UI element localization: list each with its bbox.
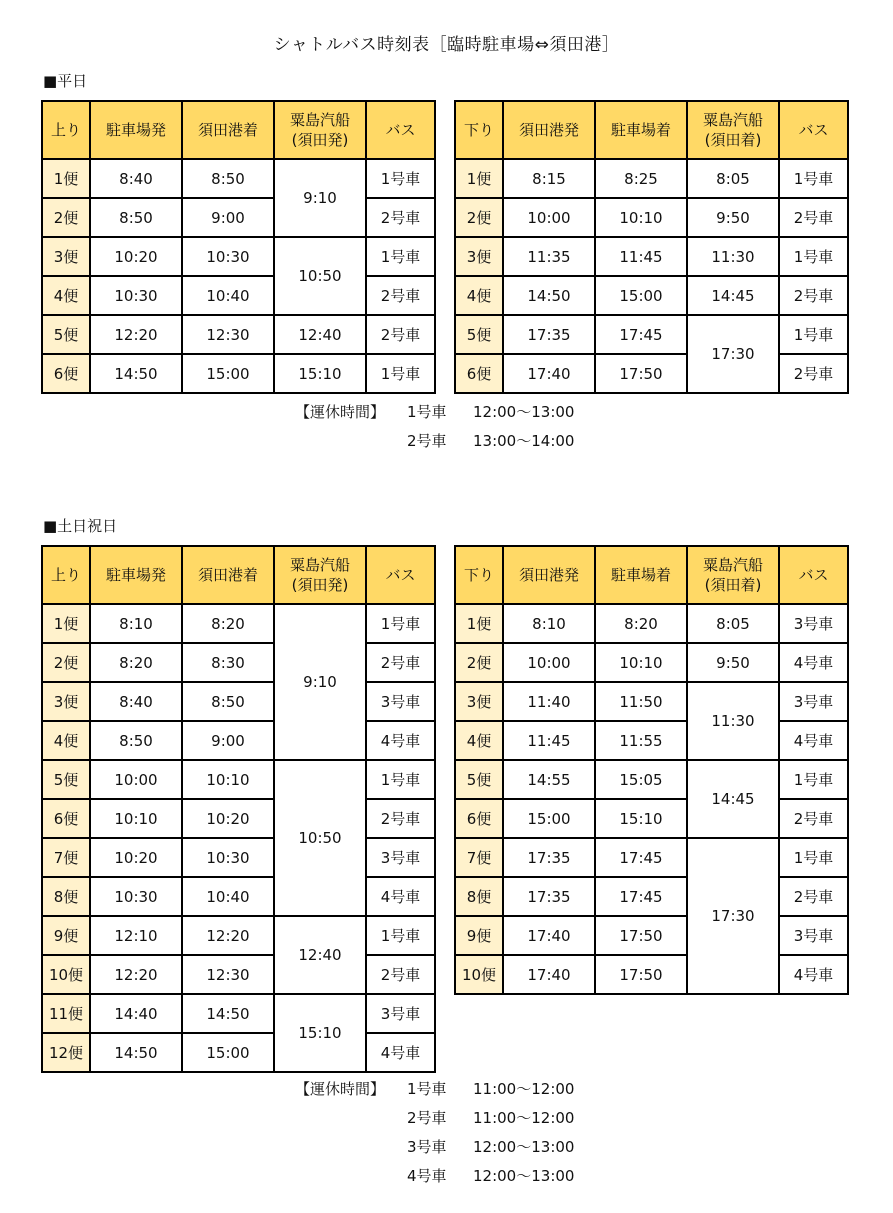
depart-cell: 10:10 — [90, 799, 182, 838]
arrive-cell: 10:10 — [182, 760, 274, 799]
rest-label: 【運休時間】 — [295, 1080, 386, 1098]
rest-car: 3号車 — [407, 1138, 447, 1156]
arrive-cell: 10:10 — [595, 643, 687, 682]
depart-cell: 17:40 — [503, 354, 595, 393]
depart-cell: 10:20 — [90, 237, 182, 276]
bin-cell: 1便 — [42, 604, 90, 643]
bin-cell: 8便 — [455, 877, 503, 916]
bin-cell: 7便 — [42, 838, 90, 877]
depart-cell: 8:50 — [90, 721, 182, 760]
depart-cell: 14:50 — [90, 354, 182, 393]
bus-cell: 2号車 — [779, 877, 848, 916]
bus-cell: 1号車 — [366, 354, 435, 393]
bus-cell: 2号車 — [366, 643, 435, 682]
bin-cell: 2便 — [455, 198, 503, 237]
arrive-cell: 8:20 — [182, 604, 274, 643]
bin-cell: 2便 — [42, 643, 90, 682]
depart-cell: 8:40 — [90, 159, 182, 198]
header-ferry: 粟島汽船 (須田着) — [687, 546, 779, 604]
header-depart: 駐車場発 — [90, 101, 182, 159]
holiday-section-label: ■土日祝日 — [43, 517, 118, 535]
arrive-cell: 17:50 — [595, 955, 687, 994]
ferry-cell: 9:10 — [274, 159, 366, 237]
rest-time: 12:00～13:00 — [473, 1138, 575, 1156]
ferry-cell: 11:30 — [687, 682, 779, 760]
arrive-cell: 10:20 — [182, 799, 274, 838]
page-title: シャトルバス時刻表［臨時駐車場⇔須田港］ — [273, 35, 620, 55]
arrive-cell: 9:00 — [182, 721, 274, 760]
depart-cell: 10:00 — [503, 643, 595, 682]
depart-cell: 11:40 — [503, 682, 595, 721]
depart-cell: 8:50 — [90, 198, 182, 237]
bus-cell: 3号車 — [366, 994, 435, 1033]
depart-cell: 12:10 — [90, 916, 182, 955]
bin-cell: 4便 — [42, 276, 90, 315]
ferry-cell: 15:10 — [274, 354, 366, 393]
bin-cell: 5便 — [455, 315, 503, 354]
bus-cell: 2号車 — [779, 198, 848, 237]
bus-cell: 1号車 — [366, 159, 435, 198]
rest-time: 11:00～12:00 — [473, 1109, 575, 1127]
weekday-section-label: ■平日 — [43, 72, 88, 90]
bus-cell: 3号車 — [779, 682, 848, 721]
arrive-cell: 8:50 — [182, 159, 274, 198]
depart-cell: 10:00 — [90, 760, 182, 799]
bin-cell: 3便 — [42, 682, 90, 721]
arrive-cell: 10:10 — [595, 198, 687, 237]
bus-cell: 1号車 — [366, 916, 435, 955]
rest-time: 12:00～13:00 — [473, 403, 575, 421]
bus-cell: 3号車 — [366, 838, 435, 877]
bus-cell: 4号車 — [366, 1033, 435, 1072]
bus-cell: 4号車 — [366, 721, 435, 760]
arrive-cell: 9:00 — [182, 198, 274, 237]
bus-cell: 4号車 — [366, 877, 435, 916]
depart-cell: 17:35 — [503, 877, 595, 916]
bus-cell: 1号車 — [366, 237, 435, 276]
bus-cell: 4号車 — [779, 721, 848, 760]
rest-car: 2号車 — [407, 1109, 447, 1127]
header-direction: 下り — [455, 546, 503, 604]
depart-cell: 8:20 — [90, 643, 182, 682]
depart-cell: 14:40 — [90, 994, 182, 1033]
bin-cell: 1便 — [455, 604, 503, 643]
arrive-cell: 11:55 — [595, 721, 687, 760]
bus-cell: 2号車 — [779, 799, 848, 838]
header-bus: バス — [366, 546, 435, 604]
bus-cell: 2号車 — [779, 276, 848, 315]
depart-cell: 10:30 — [90, 276, 182, 315]
bin-cell: 3便 — [42, 237, 90, 276]
bin-cell: 9便 — [455, 916, 503, 955]
ferry-cell: 17:30 — [687, 838, 779, 994]
header-direction: 上り — [42, 546, 90, 604]
bin-cell: 1便 — [42, 159, 90, 198]
arrive-cell: 15:10 — [595, 799, 687, 838]
arrive-cell: 12:20 — [182, 916, 274, 955]
arrive-cell: 17:45 — [595, 877, 687, 916]
arrive-cell: 15:00 — [182, 354, 274, 393]
bus-cell: 4号車 — [779, 955, 848, 994]
ferry-cell: 17:30 — [687, 315, 779, 393]
rest-car: 4号車 — [407, 1167, 447, 1185]
depart-cell: 8:10 — [503, 604, 595, 643]
ferry-cell: 8:05 — [687, 159, 779, 198]
depart-cell: 14:50 — [90, 1033, 182, 1072]
depart-cell: 10:20 — [90, 838, 182, 877]
arrive-cell: 14:50 — [182, 994, 274, 1033]
header-direction: 上り — [42, 101, 90, 159]
bin-cell: 12便 — [42, 1033, 90, 1072]
depart-cell: 14:55 — [503, 760, 595, 799]
bin-cell: 11便 — [42, 994, 90, 1033]
rest-car: 2号車 — [407, 432, 447, 450]
weekday-up-table — [41, 100, 436, 394]
bus-cell: 1号車 — [366, 760, 435, 799]
arrive-cell: 10:30 — [182, 237, 274, 276]
ferry-cell: 10:50 — [274, 237, 366, 315]
arrive-cell: 10:40 — [182, 877, 274, 916]
depart-cell: 15:00 — [503, 799, 595, 838]
bus-cell: 2号車 — [366, 799, 435, 838]
arrive-cell: 17:45 — [595, 838, 687, 877]
depart-cell: 11:45 — [503, 721, 595, 760]
bin-cell: 8便 — [42, 877, 90, 916]
arrive-cell: 11:45 — [595, 237, 687, 276]
bus-cell: 2号車 — [366, 315, 435, 354]
weekday-down-table — [454, 100, 849, 394]
arrive-cell: 12:30 — [182, 955, 274, 994]
ferry-cell: 15:10 — [274, 994, 366, 1072]
header-direction: 下り — [455, 101, 503, 159]
header-depart: 須田港発 — [503, 101, 595, 159]
ferry-cell: 12:40 — [274, 315, 366, 354]
depart-cell: 12:20 — [90, 955, 182, 994]
ferry-cell: 11:30 — [687, 237, 779, 276]
bin-cell: 6便 — [455, 799, 503, 838]
arrive-cell: 15:00 — [595, 276, 687, 315]
header-depart: 須田港発 — [503, 546, 595, 604]
bus-cell: 1号車 — [779, 838, 848, 877]
header-arrive: 駐車場着 — [595, 101, 687, 159]
bin-cell: 2便 — [42, 198, 90, 237]
bus-cell: 2号車 — [366, 955, 435, 994]
holiday-down-table — [454, 545, 849, 995]
bin-cell: 5便 — [42, 760, 90, 799]
bus-cell: 1号車 — [779, 237, 848, 276]
header-arrive: 須田港着 — [182, 546, 274, 604]
bus-cell: 1号車 — [779, 760, 848, 799]
bin-cell: 3便 — [455, 682, 503, 721]
bin-cell: 1便 — [455, 159, 503, 198]
bin-cell: 4便 — [42, 721, 90, 760]
depart-cell: 11:35 — [503, 237, 595, 276]
depart-cell: 14:50 — [503, 276, 595, 315]
header-ferry: 粟島汽船 (須田発) — [274, 546, 366, 604]
header-depart: 駐車場発 — [90, 546, 182, 604]
ferry-cell: 9:10 — [274, 604, 366, 760]
weekday-rest-notes — [295, 398, 574, 456]
bus-cell: 1号車 — [779, 315, 848, 354]
bin-cell: 5便 — [455, 760, 503, 799]
arrive-cell: 8:30 — [182, 643, 274, 682]
bus-cell: 1号車 — [779, 159, 848, 198]
rest-car: 1号車 — [407, 1080, 447, 1098]
bin-cell: 3便 — [455, 237, 503, 276]
bus-cell: 4号車 — [779, 643, 848, 682]
holiday-up-table — [41, 545, 436, 1073]
ferry-cell: 9:50 — [687, 643, 779, 682]
arrive-cell: 17:50 — [595, 354, 687, 393]
arrive-cell: 10:40 — [182, 276, 274, 315]
bin-cell: 6便 — [42, 354, 90, 393]
rest-car: 1号車 — [407, 403, 447, 421]
header-ferry: 粟島汽船 (須田着) — [687, 101, 779, 159]
depart-cell: 12:20 — [90, 315, 182, 354]
bus-cell: 3号車 — [366, 682, 435, 721]
arrive-cell: 17:50 — [595, 916, 687, 955]
arrive-cell: 10:30 — [182, 838, 274, 877]
ferry-cell: 10:50 — [274, 760, 366, 916]
bin-cell: 7便 — [455, 838, 503, 877]
arrive-cell: 8:25 — [595, 159, 687, 198]
depart-cell: 17:35 — [503, 838, 595, 877]
arrive-cell: 12:30 — [182, 315, 274, 354]
bus-cell: 2号車 — [366, 198, 435, 237]
bus-cell: 3号車 — [779, 604, 848, 643]
arrive-cell: 15:05 — [595, 760, 687, 799]
rest-time: 13:00～14:00 — [473, 432, 575, 450]
depart-cell: 10:00 — [503, 198, 595, 237]
ferry-cell: 14:45 — [687, 276, 779, 315]
header-arrive: 須田港着 — [182, 101, 274, 159]
bus-cell: 3号車 — [779, 916, 848, 955]
ferry-cell: 14:45 — [687, 760, 779, 838]
header-bus: バス — [366, 101, 435, 159]
header-bus: バス — [779, 101, 848, 159]
arrive-cell: 17:45 — [595, 315, 687, 354]
bus-cell: 1号車 — [366, 604, 435, 643]
header-arrive: 駐車場着 — [595, 546, 687, 604]
arrive-cell: 8:20 — [595, 604, 687, 643]
depart-cell: 17:40 — [503, 916, 595, 955]
holiday-rest-notes — [295, 1075, 574, 1191]
depart-cell: 17:40 — [503, 955, 595, 994]
depart-cell: 10:30 — [90, 877, 182, 916]
bin-cell: 2便 — [455, 643, 503, 682]
ferry-cell: 8:05 — [687, 604, 779, 643]
bus-cell: 2号車 — [366, 276, 435, 315]
rest-time: 11:00～12:00 — [473, 1080, 575, 1098]
depart-cell: 8:10 — [90, 604, 182, 643]
bin-cell: 4便 — [455, 721, 503, 760]
arrive-cell: 15:00 — [182, 1033, 274, 1072]
depart-cell: 17:35 — [503, 315, 595, 354]
bus-cell: 2号車 — [779, 354, 848, 393]
bin-cell: 10便 — [455, 955, 503, 994]
bin-cell: 4便 — [455, 276, 503, 315]
bin-cell: 9便 — [42, 916, 90, 955]
rest-time: 12:00～13:00 — [473, 1167, 575, 1185]
header-bus: バス — [779, 546, 848, 604]
bin-cell: 6便 — [42, 799, 90, 838]
rest-label: 【運休時間】 — [295, 403, 386, 421]
depart-cell: 8:40 — [90, 682, 182, 721]
bin-cell: 5便 — [42, 315, 90, 354]
bin-cell: 6便 — [455, 354, 503, 393]
arrive-cell: 8:50 — [182, 682, 274, 721]
header-ferry: 粟島汽船 (須田発) — [274, 101, 366, 159]
ferry-cell: 9:50 — [687, 198, 779, 237]
depart-cell: 8:15 — [503, 159, 595, 198]
arrive-cell: 11:50 — [595, 682, 687, 721]
ferry-cell: 12:40 — [274, 916, 366, 994]
bin-cell: 10便 — [42, 955, 90, 994]
